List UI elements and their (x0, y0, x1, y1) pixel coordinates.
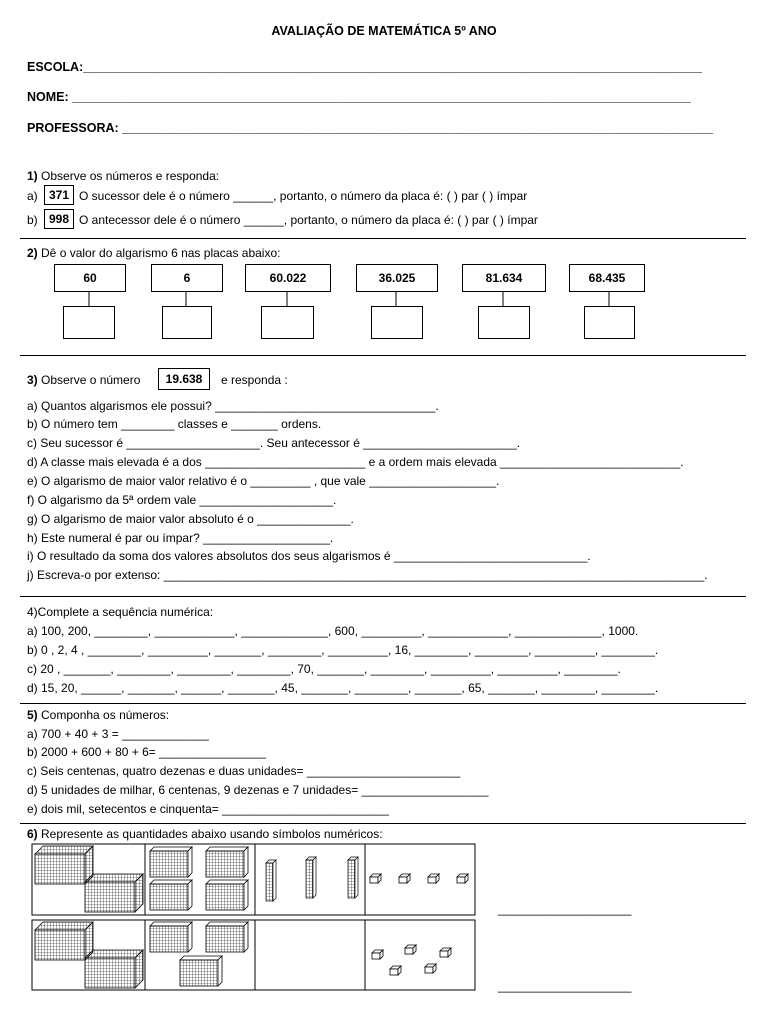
q5-title: Componha os números: (41, 708, 170, 722)
q2-placa-2: 6 (151, 264, 223, 292)
professora-field[interactable]: PROFESSORA: _____________________________________________________________________________________ (27, 121, 714, 135)
q2-placa-6: 68.435 (569, 264, 645, 292)
q3-item-h[interactable]: h) Este numeral é par ou ímpar? ___________________. (27, 531, 334, 545)
q3-item-b[interactable]: b) O número tem ________ classes e _______ ordens. (27, 417, 322, 431)
q4-item-d[interactable]: d) 15, 20, ______, _______, ______, _______, 45, _______, ________, _______, 65, _______, ________, ________. (27, 681, 659, 695)
q5-item-d[interactable]: d) 5 unidades de milhar, 6 centenas, 9 dezenas e 7 unidades= ___________________ (27, 783, 489, 797)
q2-number: 2) (27, 246, 38, 260)
nome-field[interactable]: NOME: _________________________________________________________________________________________ (27, 90, 691, 104)
escola-field[interactable]: ESCOLA:_________________________________________________________________________________________ (27, 60, 702, 74)
q5-number: 5) (27, 708, 38, 722)
q6-answer-line-1[interactable]: ____________________ (498, 902, 632, 916)
q3-item-c[interactable]: c) Seu sucessor é ____________________. Seu antecessor é _______________________. (27, 436, 521, 450)
q4-item-c[interactable]: c) 20 , _______, ________, ________, ________, 70, _______, ________, _________, _________, ________. (27, 662, 621, 676)
q3-item-d[interactable]: d) A classe mais elevada é a dos ________________________ e a ordem mais elevada ___________________________. (27, 455, 684, 469)
q3-number: 3) (27, 373, 38, 387)
q1-a-text[interactable]: O sucessor dele é o número ______, portanto, o número da placa é: ( ) par ( ) ímpar (79, 189, 528, 203)
q5-item-e[interactable]: e) dois mil, setecentos e cinquenta= _________________________ (27, 802, 389, 816)
q3-pre: Observe o número (41, 373, 141, 387)
q6-answer-line-2[interactable]: ____________________ (498, 979, 632, 993)
q1-b-label: b) (27, 213, 38, 227)
q3-item-i[interactable]: i) O resultado da soma dos valores absolutos dos seus algarismos é _____________________________. (27, 549, 591, 563)
q5-item-c[interactable]: c) Seis centenas, quatro dezenas e duas unidades= _______________________ (27, 764, 461, 778)
q3-item-f[interactable]: f) O algarismo da 5ª ordem vale ____________________. (27, 493, 337, 507)
q3-item-e[interactable]: e) O algarismo de maior valor relativo é o _________ , que vale ___________________. (27, 474, 500, 488)
q2-placa-1: 60 (54, 264, 126, 292)
q1-b-text[interactable]: O antecessor dele é o número ______, portanto, o número da placa é: ( ) par ( ) ímpar (79, 213, 538, 227)
q3-post: e responda : (221, 373, 288, 387)
q4-title: 4)Complete a sequência numérica: (27, 605, 214, 619)
q1-b-number-box: 998 (44, 209, 74, 229)
q3-item-g[interactable]: g) O algarismo de maior valor absoluto é o ______________. (27, 512, 354, 526)
q1-a-label: a) (27, 189, 38, 203)
q5-item-b[interactable]: b) 2000 + 600 + 80 + 6= ________________ (27, 745, 266, 759)
q2-title: Dê o valor do algarismo 6 nas placas abaixo: (41, 246, 281, 260)
q3-number-box: 19.638 (158, 368, 210, 390)
q6-title: Represente as quantidades abaixo usando símbolos numéricos: (41, 827, 383, 841)
q4-item-b[interactable]: b) 0 , 2, 4 , ________, _________, _______, ________, _________, 16, ________, ________, _________, ________. (27, 643, 659, 657)
q5-item-a[interactable]: a) 700 + 40 + 3 = _____________ (27, 727, 209, 741)
q1-a-number-box: 371 (44, 185, 74, 205)
q4-item-a[interactable]: a) 100, 200, ________, ____________, _____________, 600, _________, ____________, _____________, 1000. (27, 624, 639, 638)
q3-item-j[interactable]: j) Escreva-o por extenso: _________________________________________________________________________________. (27, 568, 708, 582)
q2-placa-5: 81.634 (462, 264, 546, 292)
q6-number: 6) (27, 827, 38, 841)
q1-title: Observe os números e responda: (41, 169, 220, 183)
q2-placa-4: 36.025 (356, 264, 438, 292)
q2-placa-3: 60.022 (245, 264, 331, 292)
q3-item-a[interactable]: a) Quantos algarismos ele possui? _________________________________. (27, 399, 439, 413)
q1-number: 1) (27, 169, 38, 183)
page-title: AVALIAÇÃO DE MATEMÁTICA 5º ANO (271, 24, 497, 38)
